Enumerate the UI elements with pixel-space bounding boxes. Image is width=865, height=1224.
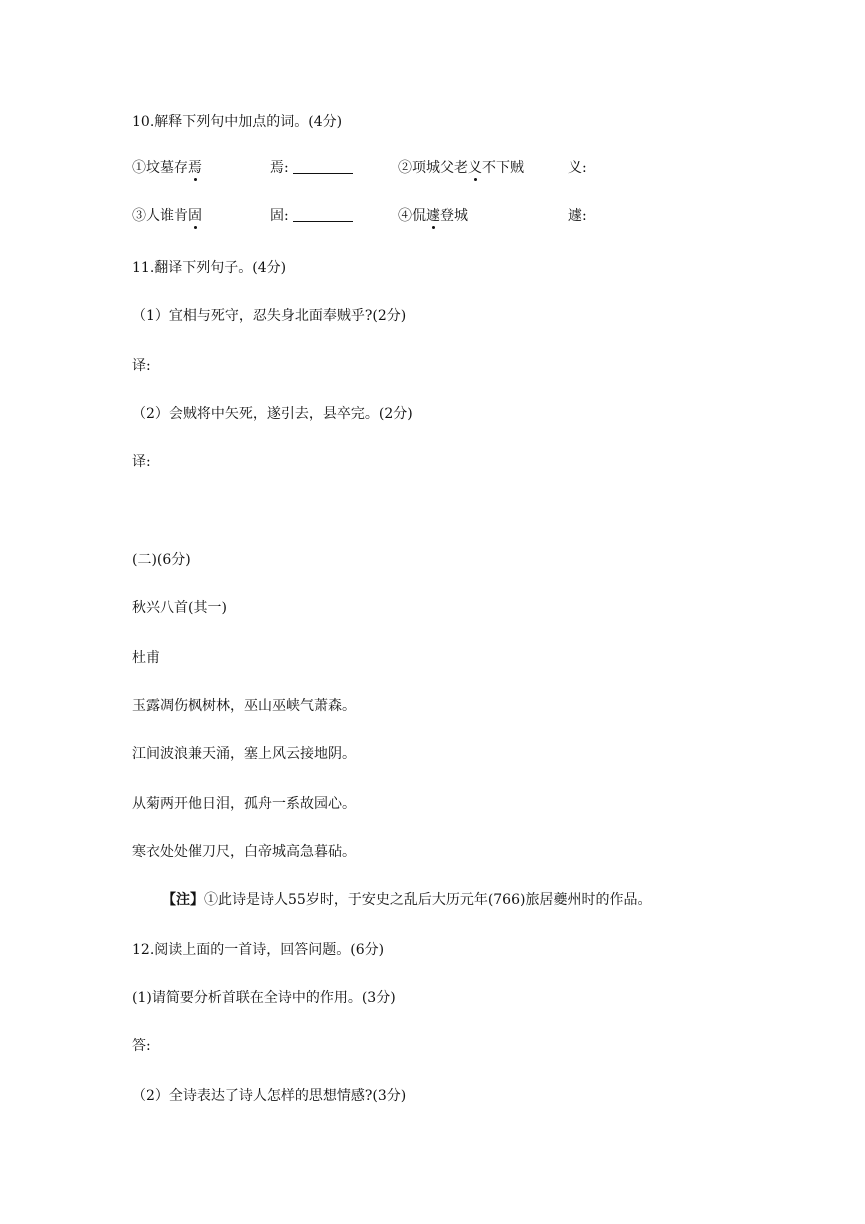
q10-answer-4: 遽: — [568, 208, 587, 224]
poem-line-4: 寒衣处处催刀尺，白帝城高急暮砧。 — [132, 844, 356, 860]
poem-line-1: 玉露凋伤枫树林，巫山巫峡气萧森。 — [132, 698, 356, 714]
q12-subquestion-1: (1)请简要分析首联在全诗中的作用。(3分) — [132, 990, 396, 1006]
answer-blank[interactable] — [293, 159, 353, 174]
poem-title: 秋兴八首(其一) — [132, 600, 227, 616]
dotted-char: 焉 — [188, 160, 202, 176]
q10-answer-3[interactable]: 固: — [270, 207, 353, 225]
question-10-title: 10.解释下列句中加点的词。(4分) — [132, 114, 343, 130]
q10-answer-1[interactable]: 焉: — [270, 159, 353, 177]
dotted-char: 遽 — [426, 208, 440, 224]
q11-translation-1: 译: — [132, 358, 151, 374]
answer-blank[interactable] — [293, 207, 353, 222]
q12-answer-1: 答: — [132, 1038, 151, 1054]
q10-item-4: ④侃遽登城 — [398, 208, 468, 224]
q10-item-2: ②项城父老义不下贼 — [398, 160, 524, 176]
poem-line-3: 从菊两开他日泪，孤舟一系故园心。 — [132, 796, 356, 812]
dotted-char: 固 — [188, 208, 202, 224]
q11-sentence-2: （2）会贼将中矢死，遂引去，县卒完。(2分) — [132, 406, 413, 422]
poem-line-2: 江间波浪兼天涌，塞上风云接地阴。 — [132, 746, 356, 762]
q11-translation-2: 译: — [132, 454, 151, 470]
note-tag: 【注】 — [162, 892, 204, 908]
q10-item-3: ③人谁肯固 — [132, 208, 202, 224]
note-text: ①此诗是诗人55岁时，于安史之乱后大历元年(766)旅居夔州时的作品。 — [204, 892, 652, 908]
q10-answer-2: 义: — [568, 160, 587, 176]
dotted-char: 义 — [468, 160, 482, 176]
poem-note — [162, 891, 651, 909]
question-11-title: 11.翻译下列句子。(4分) — [132, 260, 287, 276]
part-2-heading: (二)(6分) — [132, 552, 191, 568]
poem-author: 杜甫 — [132, 650, 160, 666]
q12-subquestion-2: （2）全诗表达了诗人怎样的思想情感?(3分) — [132, 1088, 407, 1104]
question-12-title: 12.阅读上面的一首诗，回答问题。(6分) — [132, 942, 385, 958]
q10-item-1: ①坟墓存焉 — [132, 160, 202, 176]
q11-sentence-1: （1）宜相与死守，忍失身北面奉贼乎?(2分) — [132, 308, 407, 324]
